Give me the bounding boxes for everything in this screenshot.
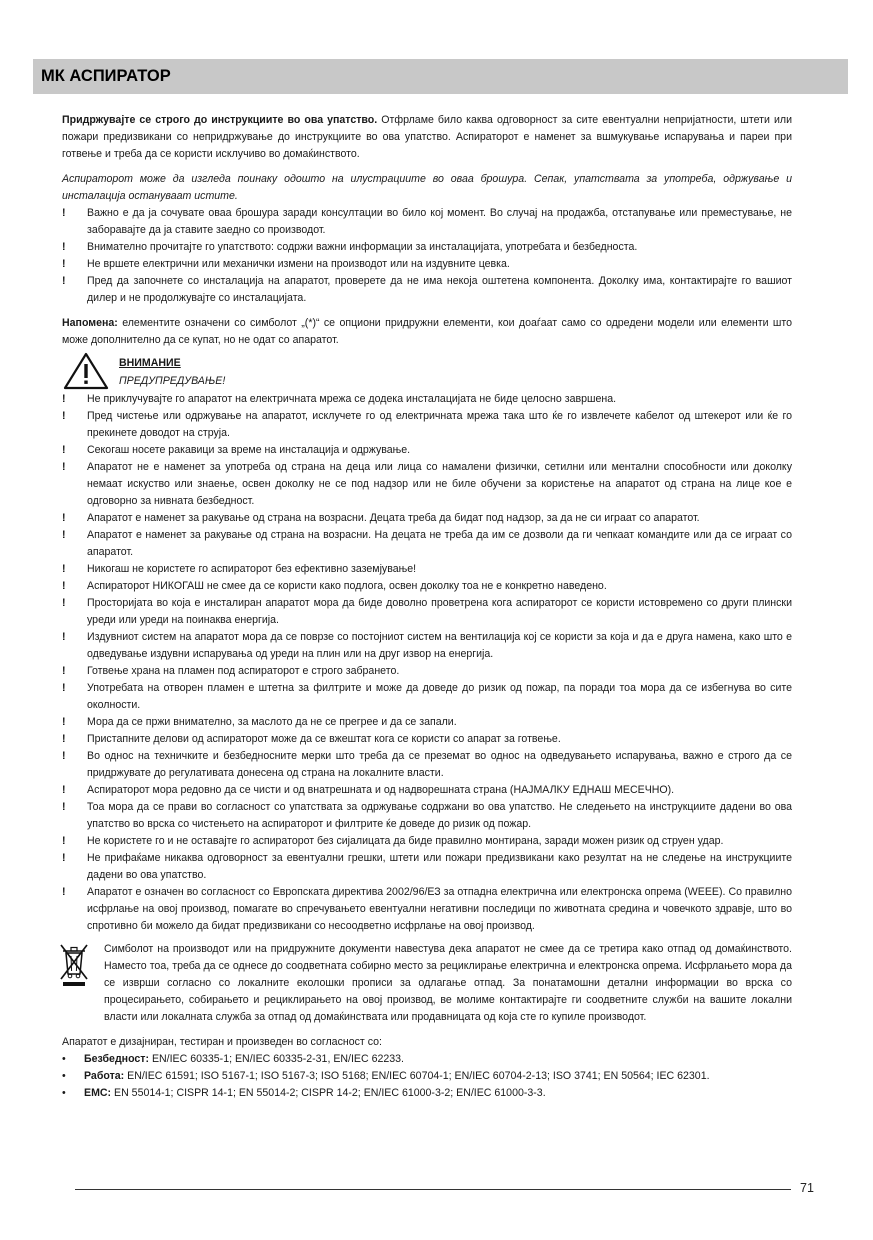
note-paragraph [62,315,792,349]
intro-text: Отфрламе било каква одговорност за сите евентуални непријатности, штети или пожари предизвикани со непридржување до инструкциите во ова упатство. Аспираторот е наменет за вшмукување испарувања и пареи при готвење и треба да се користи исклучиво во домаќинството. [62,114,792,160]
list-item: ! Готвење храна на пламен под аспираторот е строго забрането. [62,663,792,680]
crossed-bin-icon [60,942,88,986]
note-text: елементите означени со симболот „(*)“ се опциони придружни елементи, кои доаѓаат само со одредени модели или елементи што може дополнително да се купат, но не одат со апаратот. [62,317,792,346]
page-number: 71 [800,1181,814,1195]
exclamation-icon: ! [62,784,66,796]
intro-bold-lead: Придржувајте се строго до инструкциите во ова упатство. [62,114,378,126]
page-content [62,112,792,1102]
list-item: ! Пред чистење или одржување на апаратот, исклучете го од електричната мрежа така што ќе го извлечете кабелот од штекерот или ќе го прекинете доводот на струја. [62,410,792,439]
exclamation-icon: ! [62,852,66,864]
list-item: • Безбедност: EN/IEC 60335-1; EN/IEC 60335-2-31, EN/IEC 62233. [62,1051,792,1068]
list-item: ! Не прифаќаме никаква одговорност за евентуални грешки, штети или пожари предизвикани како резултат на не следење на инструкциите дадени во ова упатство. [62,852,792,881]
exclamation-icon: ! [62,801,66,813]
list-item: ! Не вршете електрични или механички измени на производот или на издувните цевка. [62,256,792,273]
list-item: ! Апаратот е наменет за ракување од страна на возрасни. На децата не треба да им се дозволи да ги чепкаат командите или да се играат со апаратот. [62,529,792,558]
list-item: ! Апаратот е означен во согласност со Европската директива 2002/96/ЕЗ за отпадна електрична или електронска опрема (WEEE). Со правилно исфрлање на овој производ, помагате во спречувањето евентуални негативни последици по животната средина и човечкото здравје, што во спротивно би можело да бидат предизвикани со несоодветно исфрлање на овој производ. [62,886,792,932]
intro-paragraph [62,112,792,163]
list-item: ! Пристапните делови од аспираторот може да се вжештат кога се користи со апарат за готвење. [62,731,792,748]
list-item: ! Аспираторот НИКОГАШ не смее да се користи како подлога, освен доколку тоа не е конкретно наведено. [62,578,792,595]
exclamation-icon: ! [62,512,66,524]
footer-divider [75,1189,791,1190]
exclamation-icon: ! [62,835,66,847]
list-item: ! Аспираторот мора редовно да се чисти и од внатрешната и од надворешната страна (НАЈМАЛКУ ЕДНАШ МЕСЕЧНО). [62,782,792,799]
list-item: ! Мора да се пржи внимателно, за маслото да не се прегрее и да се запали. [62,714,792,731]
exclamation-icon: ! [62,716,66,728]
exclamation-icon: ! [62,563,66,575]
note-label: Напомена: [62,317,118,329]
list-item: ! Издувниот систем на апаратот мора да се поврзе со постојниот систем на вентилација кој се користи за која и да е друга намена, како што е одведување издувни испарувања од уреди на плин или на друг извор на енергија. [62,631,792,660]
exclamation-icon: ! [62,275,66,287]
exclamation-icon: ! [62,444,66,456]
list-item: ! Просторијата во која е инсталиран апаратот мора да биде доволно проветрена кога аспираторот се користи истовремено со други плински уреди или уреди на поинаква енергија. [62,597,792,626]
exclamation-icon: ! [62,529,66,541]
weee-disposal-notice [62,941,792,1026]
exclamation-icon: ! [62,682,66,694]
bullet-icon: • [62,1053,66,1065]
list-item: ! Внимателно прочитајте го упатството: содржи важни информации за инсталацијата, употребата и безбедноста. [62,239,792,256]
exclamation-icon: ! [62,393,66,405]
exclamation-icon: ! [62,580,66,592]
exclamation-icon: ! [62,410,66,422]
exclamation-icon: ! [62,597,66,609]
general-instructions-list [62,205,792,307]
bullet-icon: • [62,1087,66,1099]
list-item: ! Секогаш носете ракавици за време на инсталација и одржување. [62,442,792,459]
list-item: ! Важно е да ја сочувате оваа брошура заради консултации во било кој момент. Во случај на продажба, отстапување или преместување, не заборавајте да ја ставите заедно со производот. [62,207,792,236]
compliance-list [62,1051,792,1102]
warning-title: ВНИМАНИЕ [119,357,181,369]
warnings-list [62,391,792,935]
exclamation-icon: ! [62,631,66,643]
list-item: ! Во однос на техничките и безбедносните мерки што треба да се преземат во однос на одведувањето испарувања, важно е строго да се придржувате до регулативата донесена од страна на локалните власти. [62,750,792,779]
warning-heading [62,355,792,391]
exclamation-icon: ! [62,241,66,253]
exclamation-icon: ! [62,886,66,898]
list-item: ! Пред да започнете со инсталација на апаратот, проверете да не има некоја оштетена компонента. Доколку има, контактирајте го вашиот дилер и не продолжувајте со инсталацијата. [62,275,792,304]
italic-note: Аспираторот може да изгледа поинаку одошто на илустрациите во оваа брошура. Сепак, упатствата за употреба, одржување и инсталација остануваат истите. [62,173,792,202]
exclamation-icon: ! [62,207,66,219]
list-item: ! Тоа мора да се прави во согласност со упатствата за одржување содржани во ова упатство. Не следењето на инструкциите дадени во ова упатство во врска со чистењето на аспираторот и филтрите ќе доведе до ризик од пожар. [62,801,792,830]
exclamation-icon: ! [62,665,66,677]
list-item: • Работа: EN/IEC 61591; ISO 5167-1; ISO 5167-3; ISO 5168; EN/IEC 60704-1; EN/IEC 60704-2-13; ISO 3741; EN 50564; IEC 62301. [62,1068,792,1085]
list-item: ! Апаратот не е наменет за употреба од страна на деца или лица со намалени физички, сетилни или ментални способности или доколку немаат искуство или знаење, освен доколку не се под надзор или не биле обучени за користење на апаратот од страна на лице кое е одговорно за нивната безбедност. [62,461,792,507]
list-item: ! Не приклучувајте го апаратот на електричната мрежа се додека инсталацијата не биде целосно завршена. [62,391,792,408]
section-header-bar [33,59,848,94]
list-item: ! Не користете го и не оставајте го аспираторот без сијалицата да биде правилно монтирана, заради можен ризик од струен удар. [62,833,792,850]
warning-subtitle: ПРЕДУПРЕДУВАЊЕ! [119,375,226,387]
exclamation-icon: ! [62,461,66,473]
exclamation-icon: ! [62,733,66,745]
list-item: ! Апаратот е наменет за ракување од страна на возрасни. Децата треба да бидат под надзор, за да не си играат со апаратот. [62,510,792,527]
exclamation-icon: ! [62,750,66,762]
list-item: • EMC: EN 55014-1; CISPR 14-1; EN 55014-2; CISPR 14-2; EN/IEC 61000-3-2; EN/IEC 61000-3-3. [62,1085,792,1102]
bullet-icon: • [62,1070,66,1082]
compliance-intro: Апаратот е дизајниран, тестиран и произведен во согласност со: [62,1036,382,1048]
exclamation-icon: ! [62,258,66,270]
section-title: МК АСПИРАТОР [41,67,171,85]
weee-text: Симболот на производот или на придружните документи навестува дека апаратот не смее да се третира како отпад од домаќинството. Наместо тоа, треба да се однесе до соодветната собирно место за рециклирање електрична и електронска опрема. Исфрлањето мора да се изврши согласно со локалните еколошки прописи за одлагање отпад. За понатамошни детални информации во врска со процесирањето, собирањето и рециклирањето на овој производ, ве молиме контактирајте ги соодветните служби на вашите локални власти или локалната служба за отпад од домаќинствата или продавницата од која сте го купиле производот. [104,943,792,1023]
warning-triangle-icon [62,351,110,391]
list-item: ! Употребата на отворен пламен е штетна за филтрите и може да доведе до ризик од пожар, па поради тоа мора да се избегнува во сите околности. [62,682,792,711]
list-item: ! Никогаш не користете го аспираторот без ефективно заземјување! [62,561,792,578]
